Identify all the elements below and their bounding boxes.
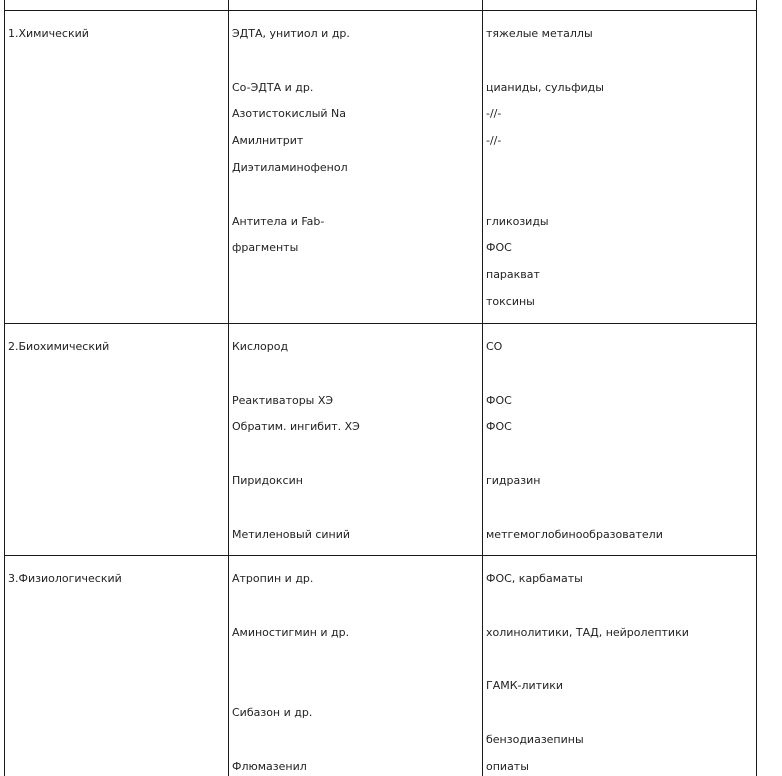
table-border-right	[756, 0, 757, 776]
toxicant-line: токсины	[486, 295, 535, 308]
toxicant-line: метгемоглобинообразователи	[486, 528, 663, 541]
toxicant-line: ФОС, карбаматы	[486, 572, 583, 585]
method-cell: 2.Биохимический	[8, 340, 110, 353]
toxicant-line: -//-	[486, 134, 502, 147]
antidote-line: Сибазон и др.	[232, 706, 313, 719]
toxicant-line: гидразин	[486, 474, 541, 487]
toxicant-line: опиаты	[486, 760, 529, 773]
antidote-line: Азотистокислый Na	[232, 107, 347, 120]
antidote-line: Кислород	[232, 340, 289, 353]
toxicant-line: -//-	[486, 107, 502, 120]
toxicant-line: гликозиды	[486, 215, 549, 228]
toxicant-line: бензодиазепины	[486, 733, 584, 746]
antidote-line: Пиридоксин	[232, 474, 303, 487]
toxicant-line: цианиды, сульфиды	[486, 81, 604, 94]
column-divider-2	[482, 0, 483, 776]
toxicant-line: тяжелые металлы	[486, 27, 593, 40]
toxicant-line: ФОС	[486, 394, 512, 407]
toxicant-line: ГАМК-литики	[486, 679, 564, 692]
toxicant-line: ФОС	[486, 241, 512, 254]
antidote-line: Диэтиламинофенол	[232, 161, 348, 174]
toxicant-line: ФОС	[486, 420, 512, 433]
antidote-line: Реактиваторы ХЭ	[232, 394, 334, 407]
antidote-line: Co-ЭДТА и др.	[232, 81, 314, 94]
antidote-line: Атропин и др.	[232, 572, 314, 585]
antidote-line: Обратим. ингибит. ХЭ	[232, 420, 360, 433]
antidote-line: ЭДТА, унитиол и др.	[232, 27, 350, 40]
row-divider-top	[4, 10, 757, 11]
method-cell: 3.Физиологический	[8, 572, 122, 585]
toxicant-line: холинолитики, ТАД, нейролептики	[486, 626, 689, 639]
antidote-line: Флюмазенил	[232, 760, 307, 773]
antidote-line: фрагменты	[232, 241, 299, 254]
antidote-line: Антитела и Fab-	[232, 215, 325, 228]
row-divider-2	[4, 555, 757, 556]
column-divider-1	[228, 0, 229, 776]
method-cell: 1.Химический	[8, 27, 89, 40]
antidote-line: Амилнитрит	[232, 134, 304, 147]
toxicant-line: СО	[486, 340, 503, 353]
row-divider-1	[4, 323, 757, 324]
antidote-line: Аминостигмин и др.	[232, 626, 350, 639]
table-border-left	[4, 0, 5, 776]
antidote-line: Метиленовый синий	[232, 528, 351, 541]
toxicant-line: паракват	[486, 268, 540, 281]
